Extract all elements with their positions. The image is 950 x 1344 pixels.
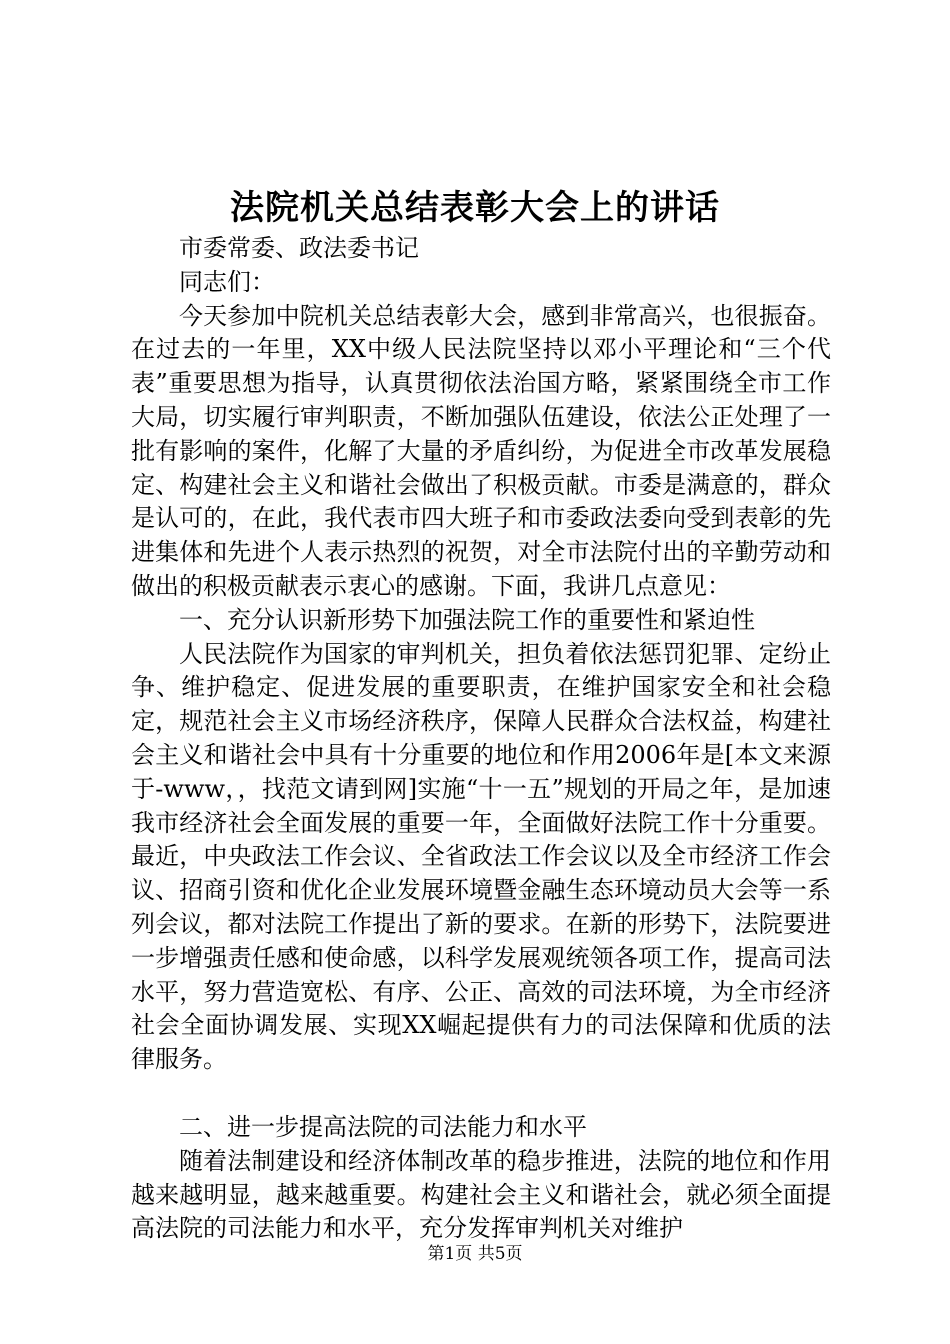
section-heading-2: 二、进一步提高法院的司法能力和水平 — [179, 1112, 587, 1141]
body-paragraph: 今天参加中院机关总结表彰大会，感到非常高兴，也很振奋。在过去的一年里，XX中级人民法院坚持以邓小平理论和“三个代表”重要思想为指导，认真贯彻依法治国方略，紧紧围绕全市工作大局，切实履行审判职责，不断加强队伍建设，依法公正处理了一批有影响的案件，化解了大量的矛盾纠纷，为促进全市改革发展稳定、构建社会主义和谐社会做出了积极贡献。市委是满意的，群众是认可的，在此，我代表市四大班子和市委政法委向受到表彰的先进集体和先进个人表示热烈的祝贺，对全市法院付出的辛勤劳动和做出的积极贡献表示衷心的感谢。下面，我讲几点意见： — [131, 301, 831, 600]
body-paragraph: 人民法院作为国家的审判机关，担负着依法惩罚犯罪、定纷止争、维护稳定、促进发展的重要职责，在维护国家安全和社会稳定，规范社会主义市场经济秩序，保障人民群众合法权益，构建社会主义和谐社会中具有十分重要的地位和作用2006年是[本文来源于-www，，找范文请到网]实施“十一五”规划的开局之年，是加速我市经济社会全面发展的重要一年，全面做好法院工作十分重要。最近，中央政法工作会议、全省政法工作会议以及全市经济工作会议、招商引资和优化企业发展环境暨金融生态环境动员大会等一系列会议，都对法院工作提出了新的要求。在新的形势下，法院要进一步增强责任感和使命感，以科学发展观统领各项工作，提高司法水平，努力营造宽松、有序、公正、高效的司法环境，为全市经济社会全面协调发展、实现XX崛起提供有力的司法保障和优质的法律服务。 — [131, 639, 831, 1074]
page-number: 第1页 共5页 — [427, 1244, 523, 1264]
salutation: 同志们： — [179, 267, 275, 296]
speaker-line: 市委常委、政法委书记 — [179, 234, 419, 262]
body-paragraph: 随着法制建设和经济体制改革的稳步推进，法院的地位和作用越来越明显，越来越重要。构建社会主义和谐社会，就必须全面提高法院的司法能力和水平，充分发挥审判机关对维护 — [131, 1146, 831, 1243]
section-heading-1: 一、充分认识新形势下加强法院工作的重要性和紧迫性 — [179, 605, 755, 634]
document-body — [131, 232, 831, 1246]
document-title: 法院机关总结表彰大会上的讲话 — [230, 188, 720, 228]
